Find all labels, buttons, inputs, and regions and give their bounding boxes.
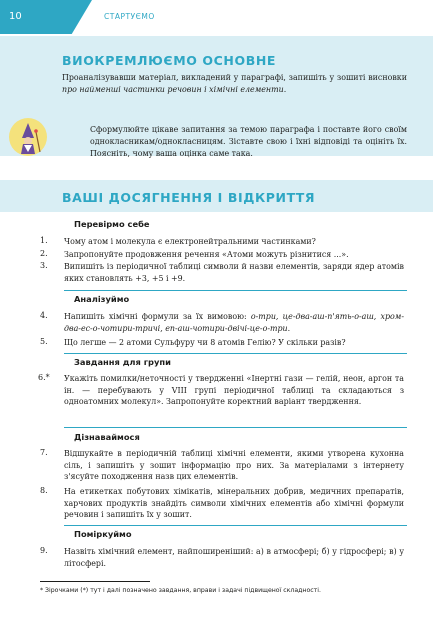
question-5: Що легше — 2 атоми Сульфуру чи 8 атомів Гелію? У скільки разів? bbox=[64, 338, 346, 347]
task1-italic: про найменші частинки речовин і хімічні елементи bbox=[62, 85, 284, 95]
section1-task2: Сформулюйте цікаве запитання за темою параграфа і поставте його своїм однокласникам/однокласницям. Зіставте свою і їхні відповіді та оцініть їх. Поясніть, чому ваша оцінка саме така. bbox=[90, 125, 407, 159]
section1-task1: Проаналізувавши матеріал, викладений у параграфі, запишіть у зошиті висновки про найменші частинки речовин і хімічні елементи. bbox=[62, 73, 407, 95]
divider bbox=[64, 290, 407, 291]
page-number: 10 bbox=[9, 11, 22, 22]
question-9: Назвіть хімічний елемент, найпоширеніший: а) в атмосфері; б) у гідросфері; в) у літосфері. bbox=[64, 547, 404, 568]
divider bbox=[64, 353, 407, 354]
divider bbox=[64, 525, 407, 526]
question-number: 2. bbox=[40, 249, 48, 258]
question-7: Відшукайте в періодичній таблиці хімічні елементи, якими утворена кухонна сіль, і запишіть у зошит інформацію про них. За матеріалами з інтернету з'ясуйте походження назв цих елементів. bbox=[64, 449, 404, 482]
question-3: Випишіть із періодичної таблиці символи й назви елементів, заряди ядер атомів яких становлять +3, +5 і +9. bbox=[64, 262, 404, 283]
subheading-learn: Дізнаваймося bbox=[74, 432, 140, 442]
question-number: 8. bbox=[40, 486, 48, 495]
question-number: 6.* bbox=[38, 373, 50, 382]
question-1: Чому атом і молекула є електронейтральними частинками? bbox=[64, 237, 316, 246]
subheading-think: Поміркуймо bbox=[74, 529, 132, 539]
formula-pronunciations: о-три, це-два-аш-п'ять-о-аш, хром-два-ес-о-чотири-тричі, еп-аш-чотири-двічі-це-о-три bbox=[64, 312, 404, 333]
footnote: * Зірочками (*) тут і далі позначено завдання, вправи і задачі підвищеної складності. bbox=[40, 587, 321, 594]
section2-title: ВАШІ ДОСЯГНЕННЯ І ВІДКРИТТЯ bbox=[62, 190, 316, 205]
subheading-group: Завдання для групи bbox=[74, 357, 171, 367]
question-4: Напишіть хімічні формули за їх вимовою: о-три, це-два-аш-п'ять-о-аш, хром-два-ес-о-чотири-тричі, еп-аш-чотири-двічі-це-о-три. bbox=[64, 312, 404, 333]
question-number: 7. bbox=[40, 448, 48, 457]
question-number: 4. bbox=[40, 311, 48, 320]
question-number: 5. bbox=[40, 337, 48, 346]
question-number: 1. bbox=[40, 236, 48, 245]
section1-title: ВИОКРЕМЛЮЄМО ОСНОВНЕ bbox=[62, 53, 277, 68]
divider bbox=[64, 427, 407, 428]
page-header bbox=[0, 0, 433, 34]
question-6: Укажіть помилки/неточності у твердженні «Інертні гази — гелій, неон, аргон та ін. — перебувають у VIII групі періодичної таблиці та складаються з одноатомних молекул». Запропонуйте коректний варіант твердження. bbox=[64, 374, 404, 407]
subheading-check: Перевірмо себе bbox=[74, 219, 150, 229]
subheading-analyze: Аналізуймо bbox=[74, 294, 130, 304]
question-number: 9. bbox=[40, 546, 48, 555]
question-number: 3. bbox=[40, 261, 48, 270]
section-name: СТАРТУЄМО bbox=[104, 12, 155, 21]
question-8: На етикетках побутових хімікатів, мінеральних добрив, медичних препаратів, харчових продуктів знайдіть символи хімічних елементів або хімічні формули речовин і запишіть їх у зошит. bbox=[64, 487, 404, 520]
question-2: Запропонуйте продовження речення «Атоми можуть різнитися ...». bbox=[64, 250, 349, 259]
footnote-rule bbox=[40, 581, 150, 582]
wizard-icon bbox=[9, 118, 47, 156]
